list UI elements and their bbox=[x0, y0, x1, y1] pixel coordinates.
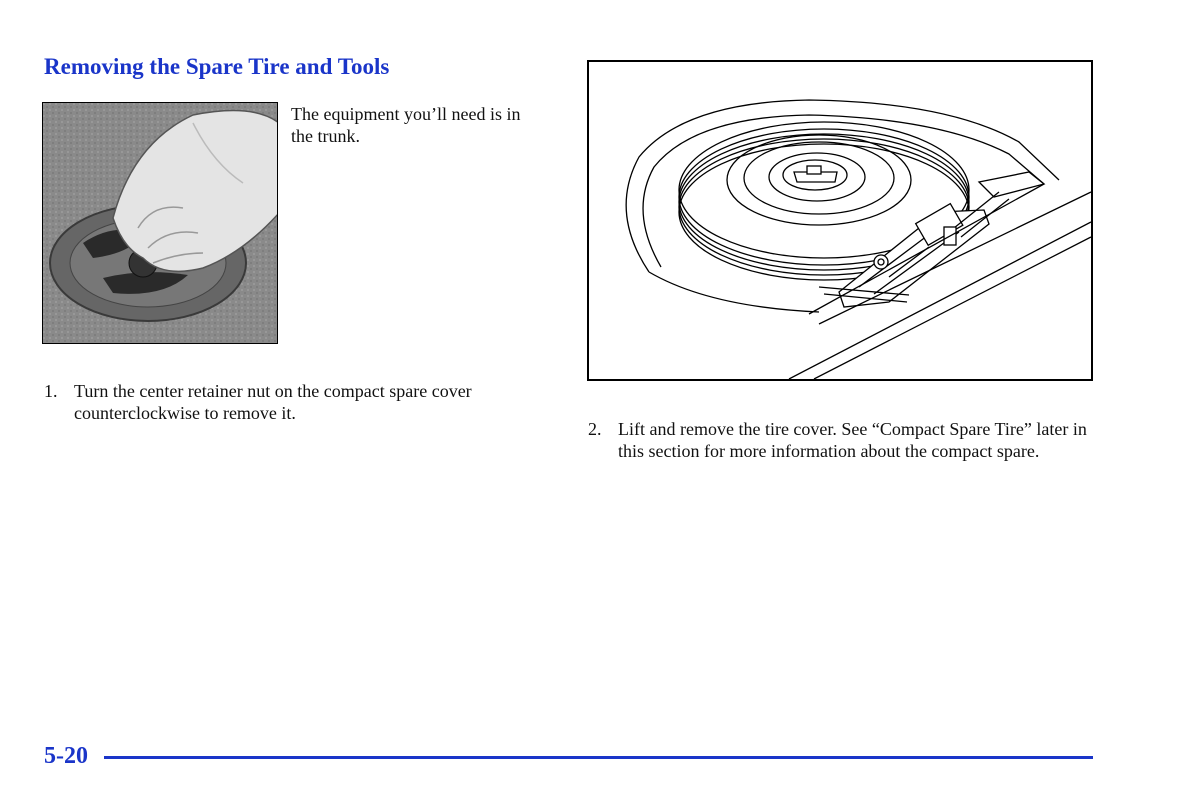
step-number: 2. bbox=[588, 419, 602, 439]
footer-rule bbox=[104, 756, 1093, 759]
spare-tire-diagram bbox=[587, 60, 1093, 381]
step-number: 1. bbox=[44, 381, 58, 401]
step-text: Turn the center retainer nut on the compact spare cover counterclockwise to remove it. bbox=[74, 381, 472, 423]
section-heading: Removing the Spare Tire and Tools bbox=[44, 54, 390, 79]
step-text: Lift and remove the tire cover. See “Compact Spare Tire” later in this section for more information about the compact spare. bbox=[618, 419, 1087, 461]
intro-text: The equipment you’ll need is in the trunk. bbox=[291, 104, 521, 146]
page-number: 5-20 bbox=[44, 743, 88, 769]
retainer-nut-photo bbox=[42, 102, 278, 344]
